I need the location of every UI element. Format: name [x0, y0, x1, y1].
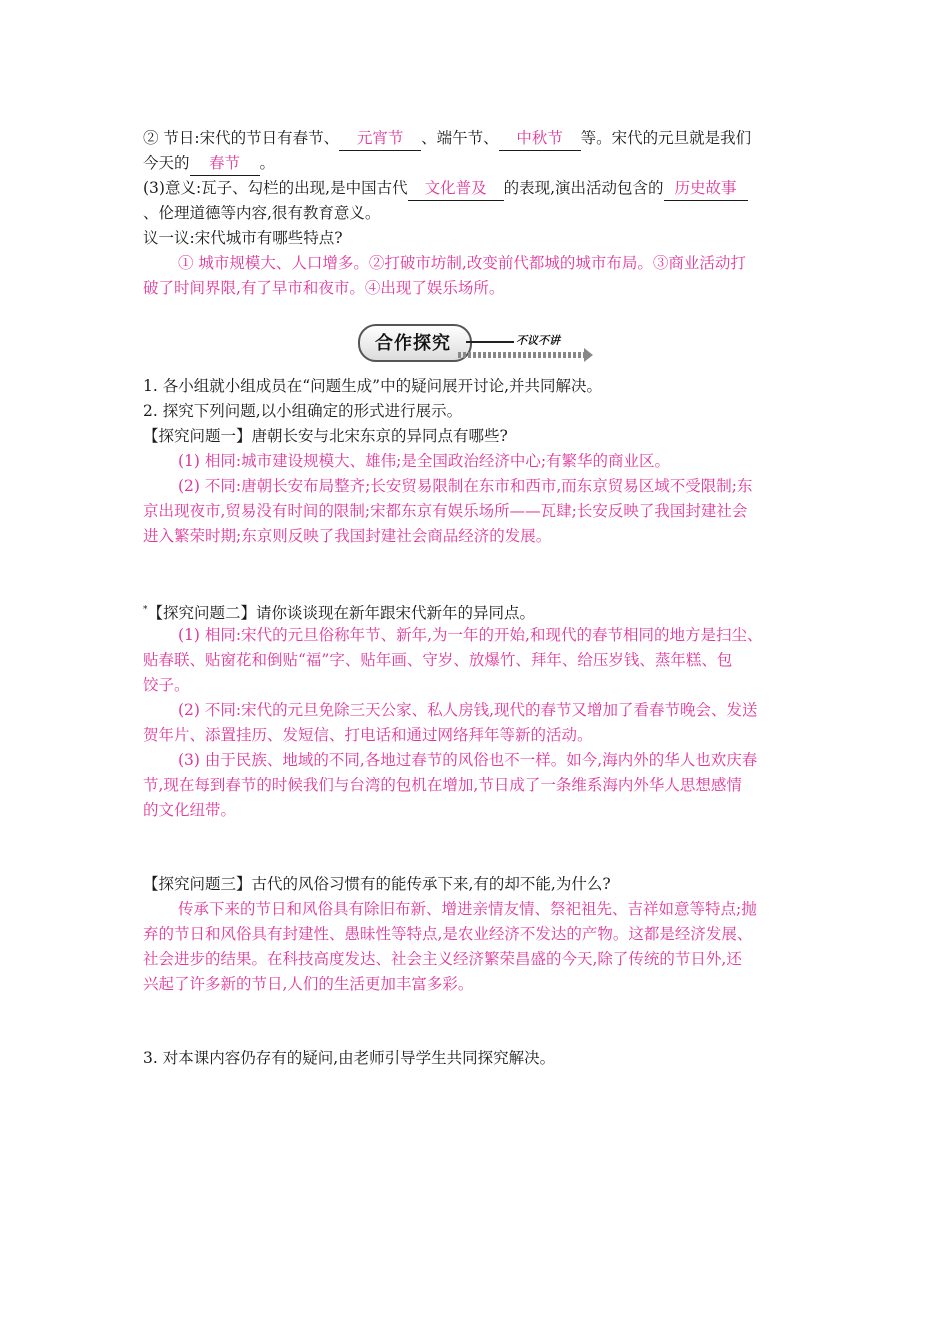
question-3: 【探究问题三】古代的风俗习惯有的能传承下来,有的却不能,为什么?: [143, 875, 611, 893]
banner-arrow-head: [584, 348, 593, 362]
q1-answer-4: 进入繁荣时期;东京则反映了我国封建社会商品经济的发展。: [143, 527, 552, 545]
blank-lantern-festival: 元宵节: [339, 126, 421, 151]
question-2: *【探究问题二】请你谈谈现在新年跟宋代新年的异同点。: [143, 604, 536, 623]
question-1: 【探究问题一】唐朝长安与北宋东京的异同点有哪些?: [143, 427, 508, 445]
significance-line-2: 、伦理道德等内容,很有教育意义。: [143, 204, 381, 222]
discussion-answer-2: 破了时间界限,有了早市和夜市。④出现了娱乐场所。: [143, 279, 505, 297]
blank-historical-stories: 历史故事: [664, 176, 748, 201]
optional-star: *: [143, 605, 148, 615]
banner-subtitle: 不议不讲: [516, 334, 560, 347]
banner-dash: [466, 341, 514, 343]
q1-answer-2: (2) 不同:唐朝长安布局整齐;长安贸易限制在东市和西市,而东京贸易区域不受限制;东: [178, 477, 753, 495]
step-3: 3. 对本课内容仍存有的疑问,由老师引导学生共同探究解决。: [143, 1049, 556, 1067]
q2-answer-2: 贴春联、贴窗花和倒贴“福”字、贴年画、守岁、放爆竹、拜年、给压岁钱、蒸年糕、包: [143, 651, 733, 669]
blank-mid-autumn: 中秋节: [499, 126, 581, 151]
festival-line-2: 今天的 春节 。: [143, 151, 275, 176]
q2-answer-8: 的文化纽带。: [143, 801, 237, 819]
q3-answer-2: 弃的节日和风俗具有封建性、愚昧性等特点,是农业经济不发达的产物。这都是经济发展、: [143, 925, 753, 943]
banner-title: 合作探究: [375, 333, 451, 354]
q2-answer-7: 节,现在每到春节的时候我们与台湾的包机在增加,节日成了一条维系海内外华人思想感情: [143, 776, 742, 794]
festival-line: ② 节日:宋代的节日有春节、 元宵节 、端午节、 中秋节 等。宋代的元旦就是我们: [143, 126, 751, 151]
discussion-question: 议一议:宋代城市有哪些特点?: [143, 229, 343, 247]
q2-answer-3: 饺子。: [143, 676, 190, 694]
q3-answer-3: 社会进步的结果。在科技高度发达、社会主义经济繁荣昌盛的今天,除了传统的节日外,还: [143, 950, 742, 968]
q1-answer-3: 京出现夜市,贸易没有时间的限制;宋都东京有娱乐场所——瓦肆;长安反映了我国封建社会: [143, 502, 748, 520]
q3-answer-1: 传承下来的节日和风俗具有除旧布新、增进亲情友情、祭祀祖先、吉祥如意等特点;抛: [178, 900, 757, 918]
significance-line: (3)意义:瓦子、勾栏的出现,是中国古代 文化普及 的表现,演出活动包含的 历史故事: [143, 176, 748, 201]
step-2: 2. 探究下列问题,以小组确定的形式进行展示。: [143, 402, 463, 420]
discussion-answer-1: ① 城市规模大、人口增多。②打破市坊制,改变前代都城的城市布局。③商业活动打: [178, 254, 746, 272]
section-banner: [358, 322, 594, 362]
q2-answer-1: (1) 相同:宋代的元旦俗称年节、新年,为一年的开始,和现代的春节相同的地方是扫尘、: [178, 626, 763, 644]
q2-answer-4: (2) 不同:宋代的元旦免除三天公家、私人房钱,现代的春节又增加了看春节晚会、发送: [178, 701, 758, 719]
q3-answer-4: 兴起了许多新的节日,人们的生活更加丰富多彩。: [143, 975, 474, 993]
step-1: 1. 各小组就小组成员在“问题生成”中的疑问展开讨论,并共同解决。: [143, 377, 602, 395]
blank-cultural-spread: 文化普及: [408, 176, 504, 201]
q2-answer-5: 贺年片、添置挂历、发短信、打电话和通过网络拜年等新的活动。: [143, 726, 593, 744]
blank-spring-festival: 春节: [190, 151, 260, 176]
q1-answer-1: (1) 相同:城市建设规模大、雄伟;是全国政治经济中心;有繁华的商业区。: [178, 452, 671, 470]
q2-answer-6: (3) 由于民族、地域的不同,各地过春节的风俗也不一样。如今,海内外的华人也欢庆春: [178, 751, 758, 769]
banner-arrow: [458, 352, 586, 358]
